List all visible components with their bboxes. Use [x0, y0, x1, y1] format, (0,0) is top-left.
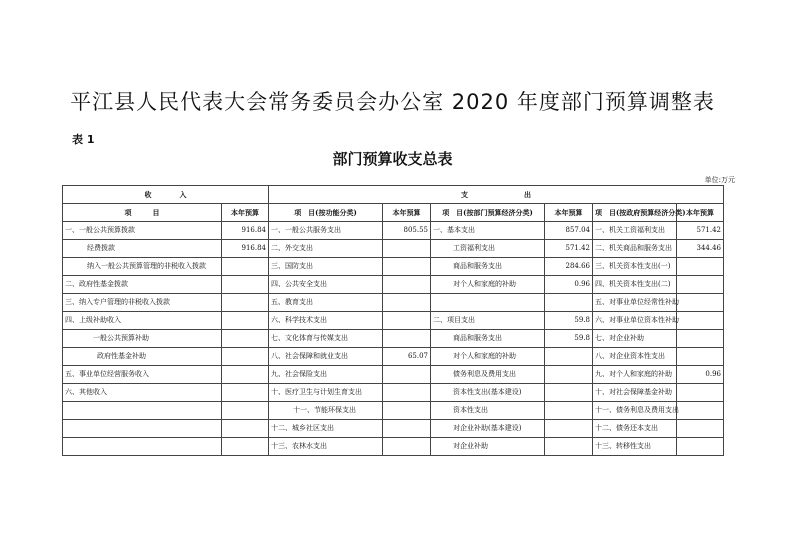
income-item: 六、其他收入	[63, 384, 222, 402]
dept-budget	[545, 402, 593, 420]
dept-item: 工资福利支出	[431, 240, 545, 258]
income-budget: 916.84	[222, 222, 269, 240]
income-item	[63, 438, 222, 456]
gov-item: 三、机关资本性支出(一)	[593, 258, 677, 276]
income-budget	[222, 420, 269, 438]
gov-item: 七、对企业补助	[593, 330, 677, 348]
func-budget	[383, 384, 431, 402]
func-item: 九、社会保险支出	[269, 366, 383, 384]
column-header-row	[63, 204, 724, 222]
dept-budget	[545, 366, 593, 384]
func-budget	[383, 420, 431, 438]
func-budget	[383, 366, 431, 384]
gov-budget	[677, 330, 724, 348]
dept-item: 对个人和家庭的补助	[431, 348, 545, 366]
dept-item: 商品和服务支出	[431, 330, 545, 348]
table-row	[63, 222, 724, 240]
func-budget	[383, 438, 431, 456]
gov-item: 五、对事业单位经常性补助	[593, 294, 677, 312]
income-group-header: 收 入	[63, 186, 269, 204]
budget-summary-table	[62, 185, 724, 456]
func-budget	[383, 258, 431, 276]
income-budget: 916.84	[222, 240, 269, 258]
table-subtitle: 部门预算收支总表	[332, 150, 453, 168]
gov-budget: 344.46	[677, 240, 724, 258]
income-item-header: 项 目	[63, 204, 222, 222]
table-row	[63, 276, 724, 294]
func-item: 二、外交支出	[269, 240, 383, 258]
func-budget: 65.07	[383, 348, 431, 366]
gov-item: 二、机关商品和服务支出	[593, 240, 677, 258]
table-row	[63, 348, 724, 366]
gov-item: 四、机关资本性支出(二)	[593, 276, 677, 294]
gov-item: 十三、转移性支出	[593, 438, 677, 456]
func-item: 四、公共安全支出	[269, 276, 383, 294]
gov-item: 十一、债务利息及费用支出	[593, 402, 677, 420]
dept-item: 资本性支出(基本建设)	[431, 384, 545, 402]
func-budget	[383, 312, 431, 330]
gov-item: 十二、债务还本支出	[593, 420, 677, 438]
dept-budget	[545, 438, 593, 456]
dept-item: 资本性支出	[431, 402, 545, 420]
dept-budget: 59.8	[545, 330, 593, 348]
income-item	[63, 402, 222, 420]
func-item: 十三、农林水支出	[269, 438, 383, 456]
gov-budget	[677, 276, 724, 294]
gov-budget	[677, 384, 724, 402]
income-item: 二、政府性基金拨款	[63, 276, 222, 294]
dept-budget: 0.96	[545, 276, 593, 294]
income-item: 一、一般公共预算拨款	[63, 222, 222, 240]
dept-item: 一、基本支出	[431, 222, 545, 240]
gov-budget	[677, 348, 724, 366]
table-row	[63, 420, 724, 438]
gov-budget: 0.96	[677, 366, 724, 384]
gov-budget	[677, 402, 724, 420]
income-budget	[222, 330, 269, 348]
income-item: 纳入一般公共预算管理的非税收入拨款	[63, 258, 222, 276]
income-budget-header: 本年预算	[222, 204, 269, 222]
income-budget	[222, 276, 269, 294]
dept-item: 对企业补助	[431, 438, 545, 456]
func-budget	[383, 330, 431, 348]
income-budget	[222, 366, 269, 384]
expense-group-header: 支 出	[269, 186, 724, 204]
gov-item: 八、对企业资本性支出	[593, 348, 677, 366]
dept-item: 对企业补助(基本建设)	[431, 420, 545, 438]
income-item: 四、上级补助收入	[63, 312, 222, 330]
dept-budget-header: 本年预算	[545, 204, 593, 222]
dept-item: 债务利息及费用支出	[431, 366, 545, 384]
func-budget-header: 本年预算	[383, 204, 431, 222]
gov-budget	[677, 258, 724, 276]
table-row	[63, 402, 724, 420]
gov-item: 一、机关工资福利支出	[593, 222, 677, 240]
gov-budget	[677, 312, 724, 330]
table-row	[63, 438, 724, 456]
income-budget	[222, 348, 269, 366]
gov-item: 六、对事业单位资本性补助	[593, 312, 677, 330]
income-budget	[222, 384, 269, 402]
func-item: 十、医疗卫生与计划生育支出	[269, 384, 383, 402]
dept-budget: 284.66	[545, 258, 593, 276]
func-budget: 805.55	[383, 222, 431, 240]
func-item: 一、一般公共服务支出	[269, 222, 383, 240]
document-title: 平江县人民代表大会常务委员会办公室 2020 年度部门预算调整表	[70, 90, 715, 114]
table-number: 表 1	[72, 133, 95, 146]
gov-item-header: 项 目(按政府预算经济分类)	[593, 204, 677, 222]
func-item: 五、教育支出	[269, 294, 383, 312]
dept-item: 对个人和家庭的补助	[431, 276, 545, 294]
table-row	[63, 330, 724, 348]
income-item: 五、事业单位经营服务收入	[63, 366, 222, 384]
func-item: 十一、节能环保支出	[269, 402, 383, 420]
table-row	[63, 258, 724, 276]
income-item: 经费拨款	[63, 240, 222, 258]
income-budget	[222, 312, 269, 330]
gov-budget-header: 本年预算	[677, 204, 724, 222]
gov-budget	[677, 294, 724, 312]
func-budget	[383, 276, 431, 294]
table-row	[63, 384, 724, 402]
income-item: 三、纳入专户管理的非税收入拨款	[63, 294, 222, 312]
func-item: 六、科学技术支出	[269, 312, 383, 330]
dept-item: 商品和服务支出	[431, 258, 545, 276]
dept-item-header: 项 目(按部门预算经济分类)	[431, 204, 545, 222]
dept-budget	[545, 348, 593, 366]
func-budget	[383, 294, 431, 312]
dept-budget	[545, 420, 593, 438]
dept-budget: 59.8	[545, 312, 593, 330]
func-item: 八、社会保障和就业支出	[269, 348, 383, 366]
func-item-header: 项 目(按功能分类)	[269, 204, 383, 222]
dept-budget	[545, 294, 593, 312]
gov-item: 九、对个人和家庭的补助	[593, 366, 677, 384]
gov-budget	[677, 438, 724, 456]
func-item: 三、国防支出	[269, 258, 383, 276]
dept-budget: 571.42	[545, 240, 593, 258]
table-row	[63, 294, 724, 312]
table-row	[63, 240, 724, 258]
func-budget	[383, 402, 431, 420]
income-budget	[222, 258, 269, 276]
income-budget	[222, 402, 269, 420]
income-budget	[222, 294, 269, 312]
func-item: 十二、城乡社区支出	[269, 420, 383, 438]
income-budget	[222, 438, 269, 456]
gov-budget: 571.42	[677, 222, 724, 240]
income-item	[63, 420, 222, 438]
dept-budget	[545, 384, 593, 402]
dept-item: 二、项目支出	[431, 312, 545, 330]
gov-item: 十、对社会保障基金补助	[593, 384, 677, 402]
group-header-row	[63, 186, 724, 204]
table-row	[63, 312, 724, 330]
func-item: 七、文化体育与传媒支出	[269, 330, 383, 348]
gov-budget	[677, 420, 724, 438]
income-item: 政府性基金补助	[63, 348, 222, 366]
unit-label: 单位:万元	[704, 176, 735, 184]
dept-budget: 857.04	[545, 222, 593, 240]
income-item: 一般公共预算补助	[63, 330, 222, 348]
table-row	[63, 366, 724, 384]
func-budget	[383, 240, 431, 258]
dept-item	[431, 294, 545, 312]
